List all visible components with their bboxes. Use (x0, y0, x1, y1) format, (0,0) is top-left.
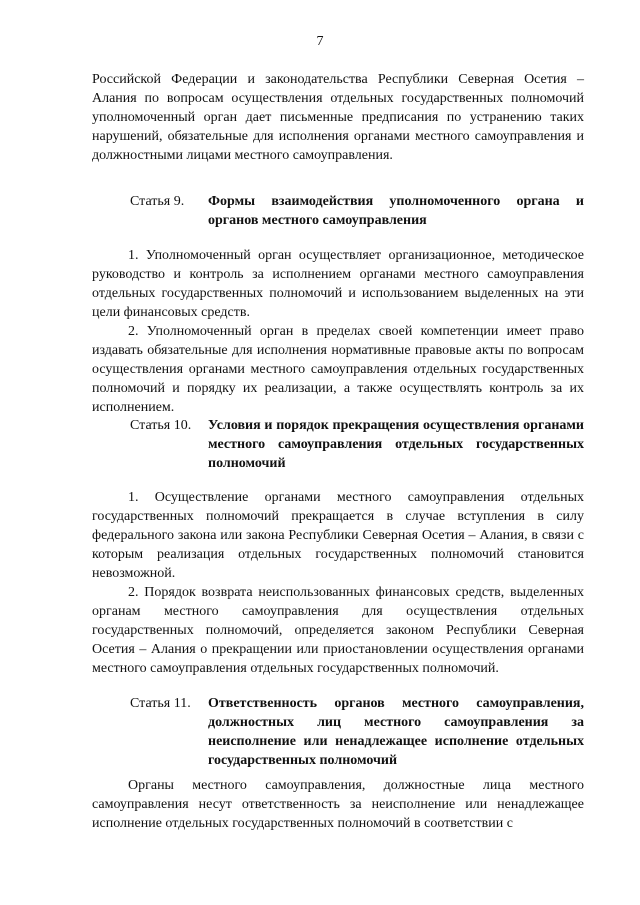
article-9-heading (130, 192, 584, 230)
article-10-paragraph-1: 1. Осуществление органами местного самоуправления отдельных государственных полномочий прекращается в случае вступления в силу федерального закона или закона Республики Северная Осетия – Алания, в связи с которым реализация отдельных государственных полномочий становится невозможной. (92, 490, 584, 581)
article-9-paragraph-2: 2. Уполномоченный орган в пределах своей компетенции имеет право издавать обязательные для исполнения нормативные правовые акты по вопросам осуществления органами местного самоуправления отдельных государственных полномочий и порядку их реализации, а также осуществлять контроль за их исполнением. (92, 324, 584, 415)
article-9-paragraph-1: 1. Уполномоченный орган осуществляет организационное, методическое руководство и контроль за исполнением органами местного самоуправления отдельных государственных полномочий и использованием выделенных на эти цели финансовых средств. (92, 248, 584, 320)
article-10-title: Условия и порядок прекращения осуществления органами местного самоуправления отдельных государственных полномочий (208, 418, 584, 471)
intro-block (92, 70, 584, 165)
article-10-number: Статья 10. (130, 418, 192, 433)
article-9-body (92, 246, 584, 417)
article-10-paragraph-2: 2. Порядок возврата неиспользованных финансовых средств, выделенных органам местного самоуправления для осуществления отдельных государственных полномочий, определяется законом Республики Северная Осетия – Алания о прекращении или приостановлении осуществления органами местного самоуправления отдельных государственных полномочий. (92, 585, 584, 676)
article-9-title: Формы взаимодействия уполномоченного органа и органов местного самоуправления (208, 194, 584, 228)
article-10-heading (130, 416, 584, 473)
article-11-paragraph-1: Органы местного самоуправления, должностные лица местного самоуправления несут ответственность за неисполнение или ненадлежащее исполнение отдельных государственных полномочий в соответствии с (92, 778, 584, 831)
article-10-body (92, 488, 584, 678)
page-number: 7 (316, 34, 324, 49)
intro-paragraph: Российской Федерации и законодательства Республики Северная Осетия – Алания по вопросам осуществления отдельных государственных полномочий уполномоченный орган дает письменные предписания по устранению таких нарушений, обязательные для исполнения органами местного самоуправления и должностными лицами местного самоуправления. (92, 72, 584, 163)
article-9-number: Статья 9. (130, 194, 185, 209)
article-11-heading (130, 694, 584, 770)
article-11-number: Статья 11. (130, 696, 191, 711)
article-11-body (92, 776, 584, 833)
article-11-title: Ответственность органов местного самоуправления, должностных лиц местного самоуправления за неисполнение или ненадлежащее исполнение отдельных государственных полномочий (208, 696, 584, 768)
